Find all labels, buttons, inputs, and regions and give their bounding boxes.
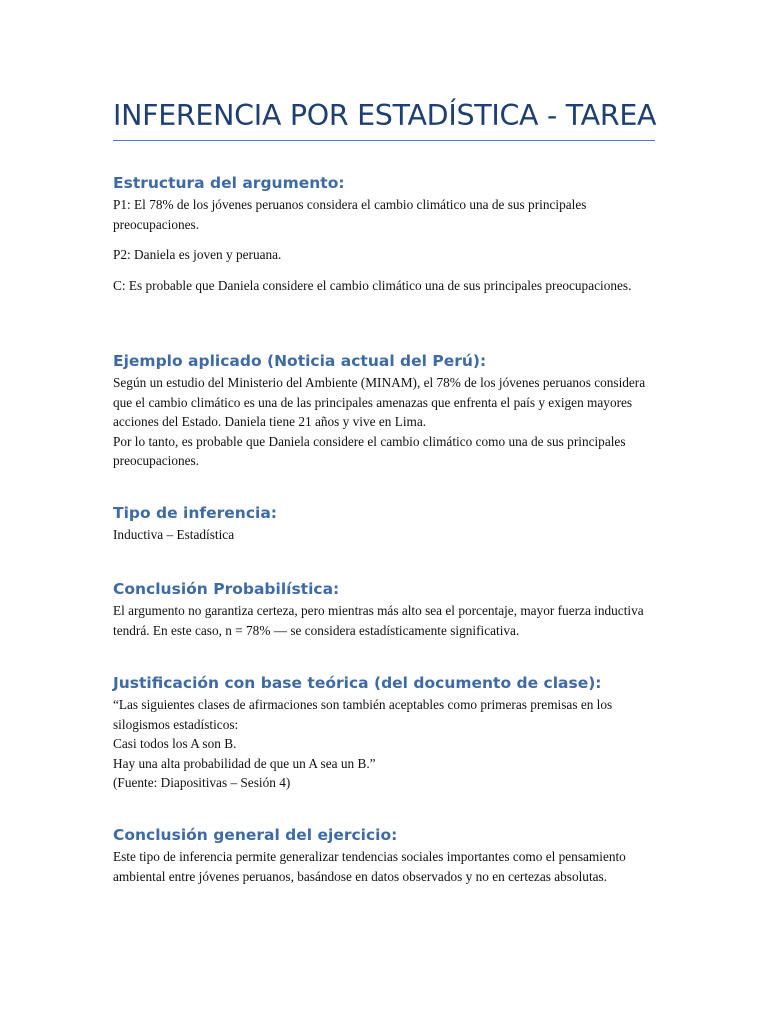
probabilistic-conclusion: El argumento no garantiza certeza, pero mientras más alto sea el porcentaje, mayor fuerza inductiva tendrá. En este caso, n = 78% — se considera estadísticamente significativa. <box>113 603 644 638</box>
document-title: INFERENCIA POR ESTADÍSTICA - TAREA <box>113 99 657 132</box>
title-divider <box>113 140 655 141</box>
section-heading: Estructura del argumento: <box>113 174 345 192</box>
general-conclusion: Este tipo de inferencia permite generalizar tendencias sociales importantes como el pensamiento ambiental entre jóvenes peruanos, basándose en datos observados y no en certezas absolutas. <box>113 849 626 884</box>
premise-1: P1: El 78% de los jóvenes peruanos considera el cambio climático una de sus principales preocupaciones. <box>113 197 587 232</box>
section-heading: Conclusión general del ejercicio: <box>113 826 398 844</box>
example-paragraph: Según un estudio del Ministerio del Ambiente (MINAM), el 78% de los jóvenes peruanos considera que el cambio climático es una de las principales amenazas que enfrenta el país y exigen mayores acciones del Estado. Daniela tiene 21 años y vive en Lima. <box>113 375 646 430</box>
premise-2: P2: Daniela es joven y peruana. <box>113 247 282 263</box>
inference-type: Inductiva – Estadística <box>113 527 235 542</box>
section-heading: Ejemplo aplicado (Noticia actual del Perú): <box>113 352 487 370</box>
conclusion-statement: C: Es probable que Daniela considere el cambio climático una de sus principales preocupaciones. <box>113 277 632 293</box>
section-estructura <box>113 172 655 295</box>
example-conclusion: Por lo tanto, es probable que Daniela considere el cambio climático como una de sus principales preocupaciones. <box>113 433 626 469</box>
quote-intro: “Las siguientes clases de afirmaciones son también aceptables como primeras premisas en los silogismos estadísticos: <box>113 697 613 732</box>
section-ejemplo <box>113 350 655 471</box>
section-tipo <box>113 502 655 545</box>
section-justificacion <box>113 672 655 793</box>
quote-line: Casi todos los A son B. <box>113 736 237 752</box>
section-heading: Justificación con base teórica (del documento de clase): <box>113 674 602 692</box>
section-heading: Tipo de inferencia: <box>113 504 277 522</box>
quote-line: Hay una alta probabilidad de que un A sea un B.” <box>113 755 376 771</box>
section-conclusion-general <box>113 824 655 886</box>
section-conclusion-probabilistica <box>113 578 655 640</box>
section-heading: Conclusión Probabilística: <box>113 580 340 598</box>
source-citation: (Fuente: Diapositivas – Sesión 4) <box>113 775 291 791</box>
